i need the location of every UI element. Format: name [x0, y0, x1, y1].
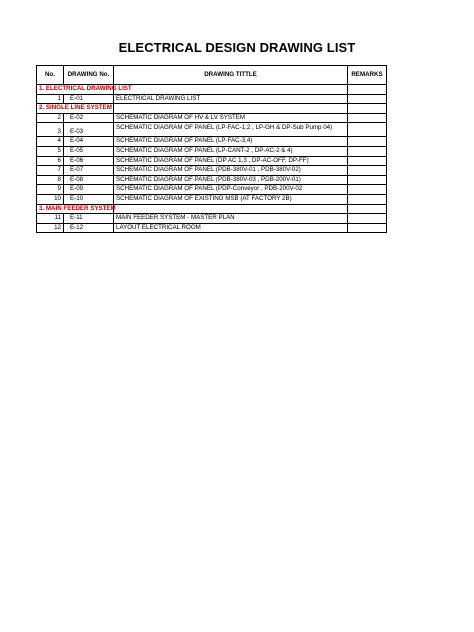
row-drawing-title: ELECTRICAL DRAWING LIST — [114, 94, 348, 104]
row-remarks — [348, 137, 387, 147]
row-drawing-no: E-07 — [64, 166, 114, 176]
table-row — [37, 94, 387, 104]
table-row — [37, 166, 387, 176]
row-no: 6 — [37, 156, 64, 166]
table-row — [37, 223, 387, 233]
row-remarks — [348, 94, 387, 104]
row-no: 9 — [37, 185, 64, 195]
row-no: 11 — [37, 214, 64, 224]
row-no: 2 — [37, 113, 64, 123]
row-drawing-title: SCHEMATIC DIAGRAM OF PANEL (PDB-380V-03 , PDB-200V-01) — [114, 175, 348, 185]
row-no: 10 — [37, 194, 64, 204]
header-no: No. — [37, 66, 64, 85]
section-empty-cell — [348, 204, 387, 214]
section-row — [37, 104, 387, 114]
row-drawing-no: E-04 — [64, 137, 114, 147]
table-header-row — [37, 66, 387, 85]
row-drawing-title: SCHEMATIC DIAGRAM OF PANEL (PDP-Conveyor , PDB-200V-02 — [114, 185, 348, 195]
row-drawing-title: SCHEMATIC DIAGRAM OF PANEL (LP-FAC-3,4) — [114, 137, 348, 147]
table-row — [37, 185, 387, 195]
header-remarks: REMARKS — [348, 66, 387, 85]
drawing-list-table — [36, 65, 387, 233]
section-empty-cell — [114, 104, 348, 114]
table-row — [37, 214, 387, 224]
section-empty-cell — [114, 85, 348, 95]
row-no: 12 — [37, 223, 64, 233]
section-empty-cell — [348, 85, 387, 95]
row-remarks — [348, 223, 387, 233]
header-drawing-no: DRAWING No. — [64, 66, 114, 85]
row-drawing-title: SCHEMATIC DIAGRAM OF EXISTING MSB (AT FACTORY 2B) — [114, 194, 348, 204]
row-no: 8 — [37, 175, 64, 185]
row-drawing-title: SCHEMATIC DIAGRAM OF PANEL (PDB-380V-01 , PDB-380V-02) — [114, 166, 348, 176]
row-drawing-title: LAYOUT ELECTRICAL ROOM — [114, 223, 348, 233]
row-drawing-title: SCHEMATIC DIAGRAM OF PANEL (LP-FAC-1,2 , LP-GH & DP-Sub Pump 04) — [114, 123, 348, 137]
row-no: 4 — [37, 137, 64, 147]
row-remarks — [348, 123, 387, 137]
row-drawing-no: E-05 — [64, 146, 114, 156]
row-drawing-no: E-01 — [64, 94, 114, 104]
row-drawing-no: E-08 — [64, 175, 114, 185]
document-title: ELECTRICAL DESIGN DRAWING LIST — [118, 40, 356, 55]
table-row — [37, 113, 387, 123]
table-row — [37, 137, 387, 147]
section-row — [37, 85, 387, 95]
row-no: 5 — [37, 146, 64, 156]
row-drawing-no: E-11 — [64, 214, 114, 224]
row-remarks — [348, 185, 387, 195]
row-no: 3 — [37, 123, 64, 137]
row-remarks — [348, 113, 387, 123]
row-drawing-title: SCHEMATIC DIAGRAM OF PANEL (LP-CANT-2 , DP-AC-2 & 4) — [114, 146, 348, 156]
section-row — [37, 204, 387, 214]
section-title: 3. MAIN FEEDER SYSTEM — [37, 204, 114, 214]
row-drawing-no: E-06 — [64, 156, 114, 166]
row-drawing-title: MAIN FEEDER SYSTEM - MASTER PLAN — [114, 214, 348, 224]
table-row — [37, 146, 387, 156]
section-title: 2. SINGLE LINE SYSTEM — [37, 104, 114, 114]
row-drawing-no: E-09 — [64, 185, 114, 195]
section-empty-cell — [348, 104, 387, 114]
row-drawing-no: E-02 — [64, 113, 114, 123]
row-remarks — [348, 146, 387, 156]
row-drawing-no: E-12 — [64, 223, 114, 233]
table-row — [37, 156, 387, 166]
section-empty-cell — [114, 204, 348, 214]
row-drawing-no: E-03 — [64, 123, 114, 137]
row-drawing-title: SCHEMATIC DIAGRAM OF HV & LV SYSTEM — [114, 113, 348, 123]
row-remarks — [348, 214, 387, 224]
table-row — [37, 194, 387, 204]
row-drawing-title: SCHEMATIC DIAGRAM OF PANEL (DP AC 1,3 , DP-AC-OFF, DP-FF) — [114, 156, 348, 166]
table-row — [37, 175, 387, 185]
section-title: 1. ELECTRICAL DRAWING LIST — [37, 85, 114, 95]
row-remarks — [348, 194, 387, 204]
row-no: 7 — [37, 166, 64, 176]
row-remarks — [348, 156, 387, 166]
header-drawing-title: DRAWING TITTLE — [114, 66, 348, 85]
row-remarks — [348, 175, 387, 185]
row-drawing-no: E-10 — [64, 194, 114, 204]
row-no: 1 — [37, 94, 64, 104]
row-remarks — [348, 166, 387, 176]
table-row — [37, 123, 387, 137]
